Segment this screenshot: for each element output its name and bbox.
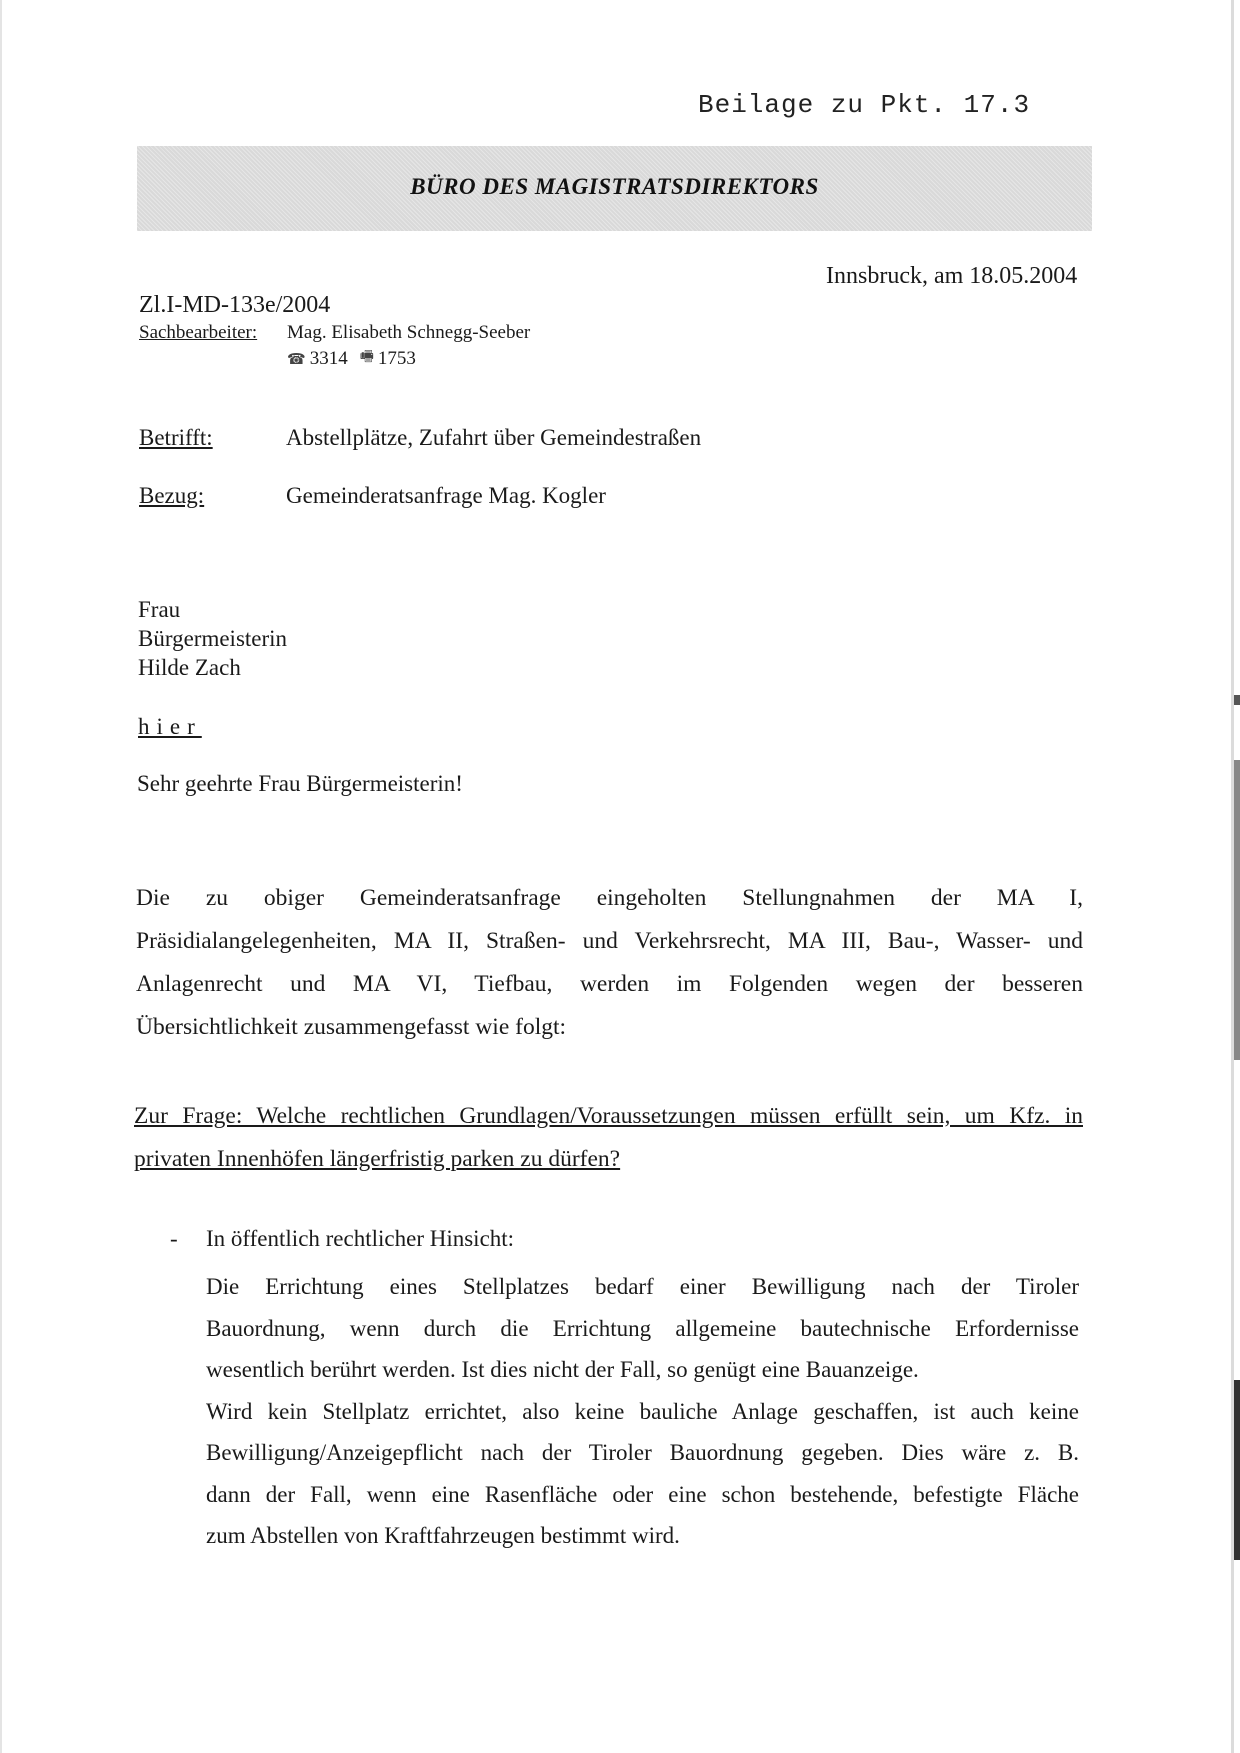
office-title: BÜRO DES MAGISTRATSDIREKTORS [410,174,819,199]
bullet-line: Die Errichtung eines Stellplatzes bedarf einer Bewilligung nach der Tiroler [206,1274,1079,1299]
telephone-icon: ☎ [287,349,306,368]
bullet-marker: - [170,1226,178,1251]
scan-mark [1234,760,1240,1060]
clerk-contact [287,346,416,371]
bullet-line: dann der Fall, wenn eine Rasenfläche oder eine schon bestehende, befestigte Fläche [206,1481,1079,1507]
clerk-phone: 3314 [309,347,348,369]
paragraph-line: Anlagenrecht und MA VI, Tiefbau, werden im Folgenden wegen der besseren [136,971,1083,997]
bullet-heading: In öffentlich rechtlicher Hinsicht: [206,1226,515,1251]
scan-mark [1234,1380,1240,1560]
bullet-line: Bewilligung/Anzeigepflicht nach der Tiroler Bauordnung gegeben. Dies wäre z. B. [206,1440,1079,1465]
recipient-title: Bürgermeisterin [138,626,288,651]
paragraph-line: Die zu obiger Gemeinderatsanfrage eingeholten Stellungnahmen der MA I, [136,885,1083,911]
recipient-location: hier [138,714,202,739]
reference-number: Zl.I-MD-133e/2004 [139,292,331,318]
bullet-body [206,1266,1079,1557]
regarding-label: Bezug: [139,483,205,508]
scan-mark [1234,695,1240,705]
subject-value: Abstellplätze, Zufahrt über Gemeindestraßen [286,425,702,450]
question-line: Zur Frage: Welche rechtlichen Grundlagen/Voraussetzungen müssen erfüllt sein, um Kfz. in [134,1103,1083,1129]
clerk-fax: 1753 [377,347,416,369]
scan-edge-left [0,0,2,1753]
bullet-line: wesentlich berührt werden. Ist dies nicht der Fall, so genügt eine Bauanzeige. [206,1357,919,1382]
intro-paragraph [136,877,1083,1049]
bullet-line: Bauordnung, wenn durch die Errichtung allgemeine bautechnische Erfordernisse [206,1315,1079,1341]
question-heading [134,1095,1083,1181]
recipient-salutation: Frau [138,597,181,622]
bullet-line: Wird kein Stellplatz errichtet, also keine bauliche Anlage geschaffen, ist auch keine [206,1398,1079,1424]
attachment-note: Beilage zu Pkt. 17.3 [698,90,1031,120]
paragraph-line: Übersichtlichkeit zusammengefasst wie folgt: [136,1014,567,1040]
clerk-name: Mag. Elisabeth Schnegg-Seeber [287,322,531,343]
fax-icon: 🖷 [359,347,374,365]
recipient-name: Hilde Zach [138,655,241,680]
paragraph-line: Präsidialangelegenheiten, MA II, Straßen- und Verkehrsrecht, MA III, Bau-, Wasser- und [136,928,1083,954]
question-line: privaten Innenhöfen längerfristig parken zu dürfen? [134,1146,621,1172]
office-banner [137,146,1092,231]
clerk-label: Sachbearbeiter: [139,322,258,343]
subject-label: Betrifft: [139,425,213,450]
bullet-line: zum Abstellen von Kraftfahrzeugen bestimmt wird. [206,1523,680,1548]
regarding-value: Gemeinderatsanfrage Mag. Kogler [286,483,606,508]
place-date: Innsbruck, am 18.05.2004 [826,263,1078,289]
greeting: Sehr geehrte Frau Bürgermeisterin! [137,771,463,796]
